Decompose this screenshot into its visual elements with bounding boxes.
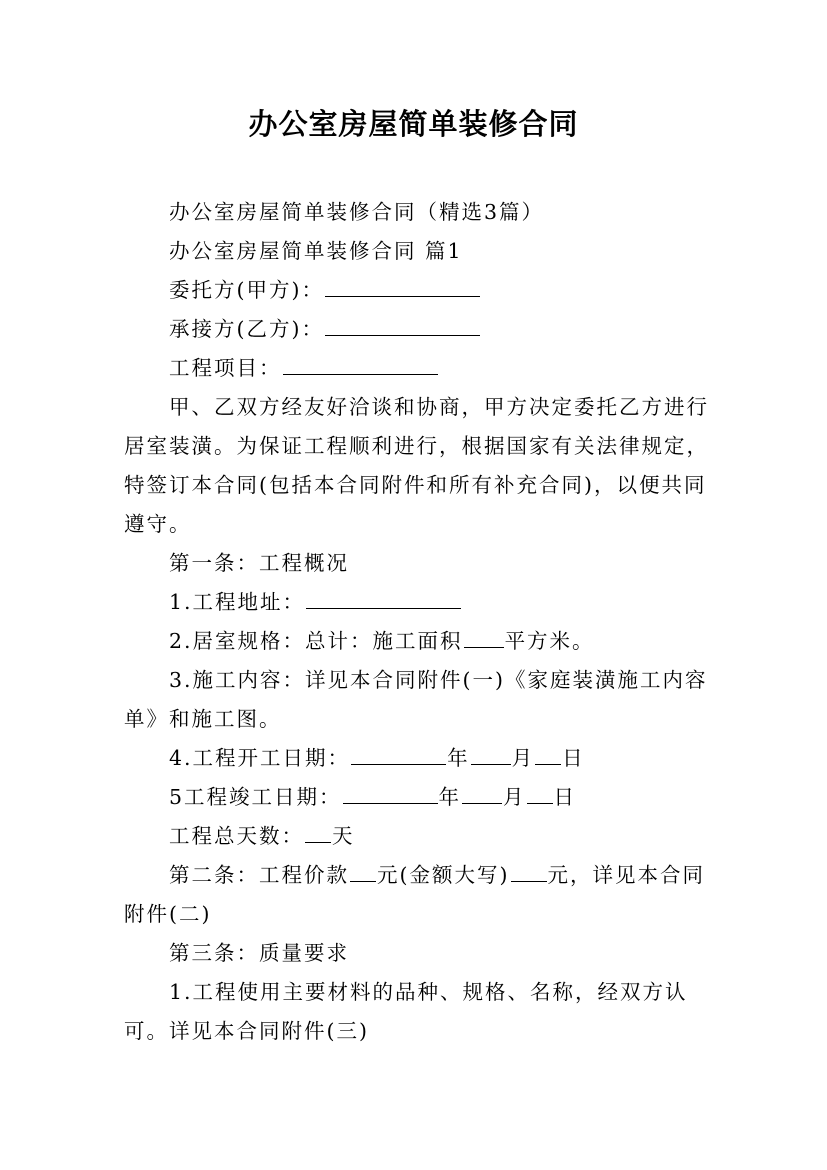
item5-prefix: 5工程竣工日期： — [169, 785, 342, 809]
end-year-blank — [343, 781, 438, 804]
document-body — [124, 193, 714, 1051]
price-words-blank — [511, 859, 547, 882]
item2-line — [124, 622, 714, 661]
contractor-blank — [325, 313, 480, 336]
end-month-unit: 月 — [503, 785, 526, 809]
start-month-blank — [471, 742, 511, 765]
item2-suffix: 平方米。 — [504, 629, 595, 653]
client-line — [124, 271, 714, 310]
item4-line — [124, 739, 714, 778]
end-day-blank — [527, 781, 553, 804]
article1-title: 第一条：工程概况 — [169, 551, 349, 575]
item3-paragraph: 3.施工内容：详见本合同附件(一)《家庭装潢施工内容单》和施工图。 — [124, 668, 708, 731]
item5-line — [124, 778, 714, 817]
client-blank — [325, 274, 480, 297]
item1-line — [124, 583, 714, 622]
total-days-blank — [305, 820, 331, 843]
article2-part2: 元(金额大写) — [377, 863, 510, 887]
section-title: 办公室房屋简单装修合同 篇1 — [169, 239, 463, 263]
total-days-line — [124, 817, 714, 856]
item4-prefix: 4.工程开工日期： — [169, 746, 351, 770]
contractor-label: 承接方(乙方)： — [169, 317, 324, 341]
end-month-blank — [462, 781, 502, 804]
project-line — [124, 349, 714, 388]
subtitle: 办公室房屋简单装修合同（精选3篇） — [169, 200, 545, 224]
price-blank — [350, 859, 376, 882]
item1-label: 1.工程地址： — [169, 590, 306, 614]
start-year-unit: 年 — [447, 746, 470, 770]
article3-title: 第三条：质量要求 — [169, 941, 349, 965]
article3-item1: 1.工程使用主要材料的品种、规格、名称，经双方认可。详见本合同附件(三) — [124, 980, 688, 1043]
intro-paragraph: 甲、乙双方经友好洽谈和协商，甲方决定委托乙方进行居室装潢。为保证工程顺利进行，根据国家有关法律规定，特签订本合同(包括本合同附件和所有补充合同)，以便共同遵守。 — [124, 395, 709, 536]
area-blank — [464, 625, 504, 648]
project-label: 工程项目： — [169, 356, 282, 380]
total-days-prefix: 工程总天数： — [169, 824, 304, 848]
article2-part3: 元，详见本合同附件(二) — [124, 863, 705, 926]
item2-prefix: 2.居室规格：总计：施工面积 — [169, 629, 463, 653]
start-day-unit: 日 — [562, 746, 585, 770]
contractor-line — [124, 310, 714, 349]
address-blank — [306, 586, 461, 609]
start-year-blank — [351, 742, 446, 765]
end-year-unit: 年 — [438, 785, 462, 809]
article2-paragraph — [124, 856, 714, 934]
total-days-suffix: 天 — [332, 824, 355, 848]
project-blank — [283, 352, 438, 375]
start-day-blank — [535, 742, 561, 765]
article2-part1: 第二条：工程价款 — [169, 863, 349, 887]
start-month-unit: 月 — [511, 746, 535, 770]
end-day-unit: 日 — [553, 785, 577, 809]
document-title: 办公室房屋简单装修合同 — [248, 107, 579, 141]
client-label: 委托方(甲方)： — [169, 278, 324, 302]
